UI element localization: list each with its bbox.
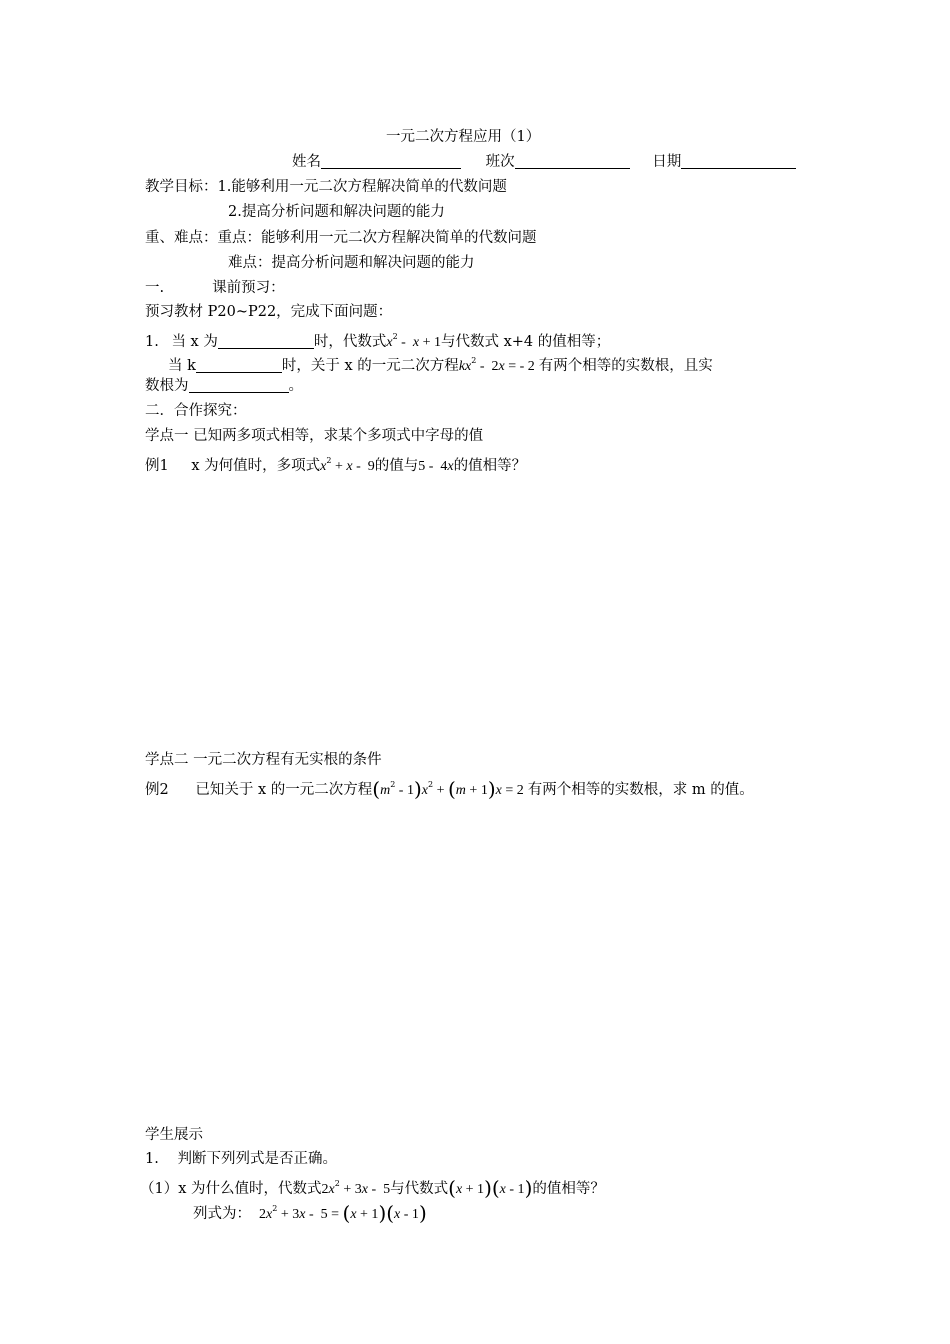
ex1-text-c: 的值相等？ <box>453 458 527 474</box>
q1-text-g: 数根为 <box>145 378 189 394</box>
q1-num: 1. <box>145 334 159 350</box>
keypoints-line-1 <box>145 228 537 248</box>
question-1-line-3 <box>145 376 303 396</box>
date-field[interactable] <box>681 153 796 169</box>
q1-text-a: 当 x 为 <box>171 334 218 350</box>
class-field[interactable] <box>515 153 630 169</box>
name-field[interactable] <box>321 153 461 169</box>
showcase-q1-text: 判断下列列式是否正确。 <box>177 1151 337 1167</box>
formula-label: 列式为： <box>193 1206 251 1222</box>
sub1-formula-2: (x + 1)(x - 1) <box>448 1176 533 1200</box>
date-label: 日期 <box>652 154 682 170</box>
sub1-text-b: 与代数式 <box>390 1181 449 1197</box>
ex2-text-b: 有两个相等的实数根，求 m 的值。 <box>527 782 754 798</box>
q1-blank-root[interactable] <box>189 377 289 393</box>
example-1 <box>145 451 526 477</box>
point-1-heading: 学点一 已知两多项式相等，求某个多项式中字母的值 <box>145 428 484 444</box>
keypoints-label: 重、难点： <box>145 230 218 246</box>
question-1-line-2 <box>168 351 713 377</box>
ex2-formula: $(m^2 - 1)x^2 + (m + 1)x = 2$ <box>372 777 524 801</box>
difficult-point: 难点：提高分析问题和解决问题的能力 <box>228 255 475 271</box>
showcase-formula: $2x^2 + 3x - 5 = (x + 1)(x - 1)$ <box>259 1201 427 1225</box>
example-2 <box>145 775 754 801</box>
showcase-sub-1 <box>140 1174 605 1200</box>
section1-num: 一. <box>145 280 165 296</box>
ex1-text-b: 的值与 <box>374 458 419 474</box>
goals-label: 教学目标： <box>145 179 218 195</box>
q1-text-f: 有两个相等的实数根，且实 <box>538 358 713 374</box>
section1-intro: 预习教材 P20~P22，完成下面问题： <box>145 304 393 320</box>
showcase-heading: 学生展示 <box>145 1127 203 1143</box>
sub1-formula-1: $2x^2 + 3x - 5$ <box>321 1179 391 1197</box>
section1-heading <box>145 278 285 298</box>
ex1-text-a: x 为何值时，多项式 <box>191 458 321 474</box>
point-2-heading: 学点二 一元二次方程有无实根的条件 <box>145 752 382 768</box>
ex2-label: 例2 <box>145 782 169 798</box>
section1-title: 课前预习： <box>212 280 285 296</box>
ex1-formula-1: $x^2 + x - 9$ <box>320 456 375 474</box>
q1-text-d: 当 k <box>168 358 196 374</box>
ex1-formula-2: 5 - 4x <box>418 459 454 474</box>
q1-text-c: 与代数式 x+4 的值相等； <box>440 334 611 350</box>
ex1-label: 例1 <box>145 458 169 474</box>
name-label: 姓名 <box>292 154 321 170</box>
showcase-formula-line <box>193 1199 427 1225</box>
goal-item-2: 2.提高分析问题和解决问题的能力 <box>228 204 445 220</box>
ex2-text-a: 已知关于 x 的一元二次方程 <box>195 782 373 798</box>
q1-text-e: 时，关于 x 的一元二次方程 <box>281 358 459 374</box>
class-label: 班次 <box>485 154 515 170</box>
q1-text-h: 。 <box>288 378 303 394</box>
section2-heading: 二．合作探究： <box>145 403 247 419</box>
page-title: 一元二次方程应用（1） <box>386 129 541 145</box>
sub1-text-a: （1）x 为什么值时，代数式 <box>140 1181 322 1197</box>
question-1-line-1 <box>145 327 610 353</box>
goals-line-1 <box>145 177 507 197</box>
q1-text-b: 时，代数式 <box>313 334 387 350</box>
q1-blank-x[interactable] <box>218 333 314 349</box>
showcase-q1-num: 1. <box>145 1151 159 1167</box>
q1-formula-1: $x^2 - x + 1$ <box>386 332 441 350</box>
info-line <box>292 152 796 172</box>
showcase-question-1 <box>145 1149 337 1169</box>
q1-formula-2: $kx^2 - 2x$ = - 2 <box>458 356 535 374</box>
sub1-text-c: 的值相等？ <box>532 1181 605 1197</box>
key-point: 重点：能够利用一元二次方程解决简单的代数问题 <box>217 230 537 246</box>
goal-item-1: 1.能够利用一元二次方程解决简单的代数问题 <box>217 179 507 195</box>
q1-blank-k[interactable] <box>196 357 282 373</box>
